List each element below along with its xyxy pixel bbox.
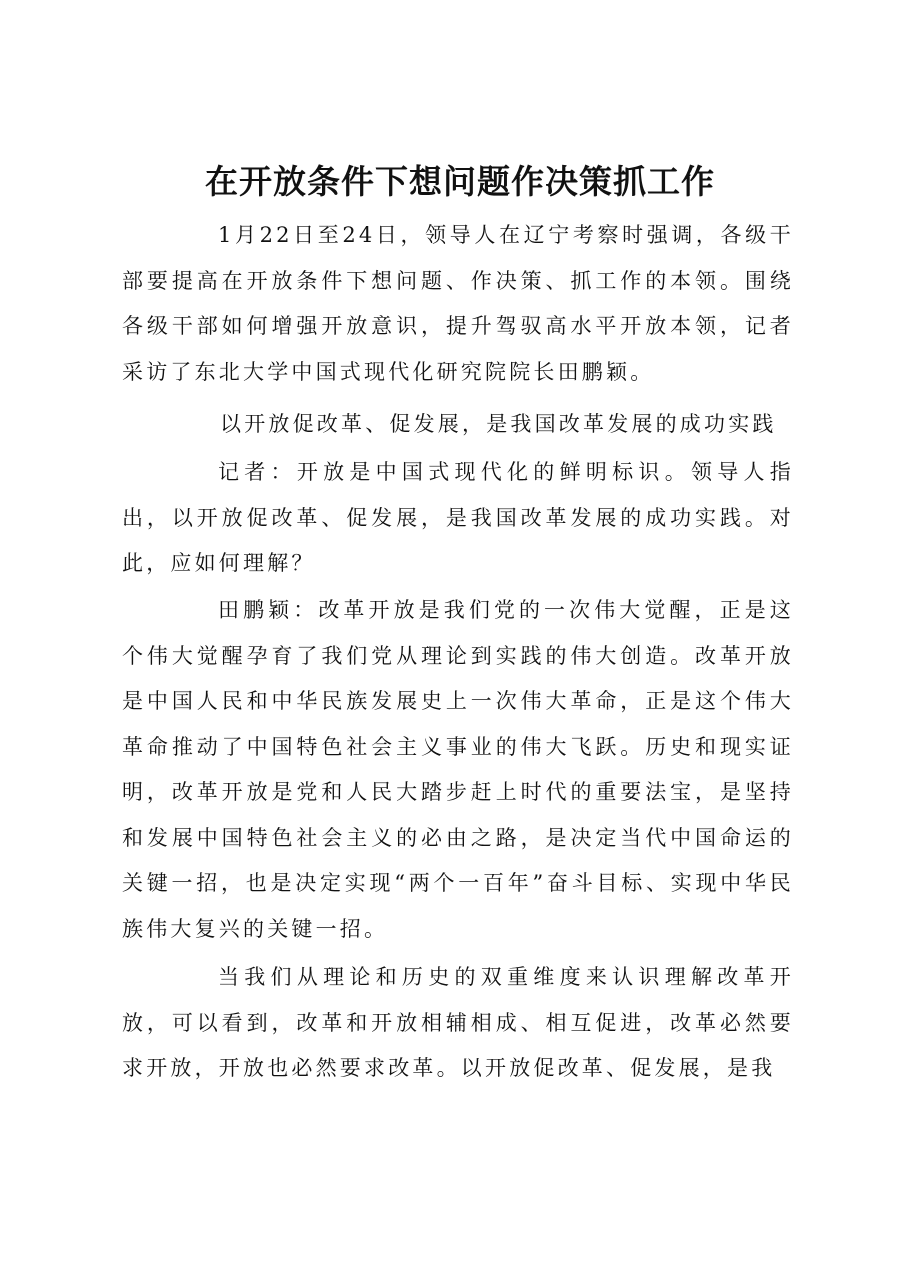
analysis-paragraph: 当我们从理论和历史的双重维度来认识理解改革开放，可以看到，改革和开放相辅相成、相互促进，改革必然要求开放，开放也必然要求改革。以开放促改革、促发展，是我 [122, 965, 794, 1080]
interview-answer-paragraph: 田鹏颖：改革开放是我们党的一次伟大觉醒，正是这个伟大觉醒孕育了我们党从理论到实践的伟大创造。改革开放是中国人民和中华民族发展史上一次伟大革命，正是这个伟大革命推动了中国特色社会主义事业的伟大飞跃。历史和现实证明，改革开放是党和人民大踏步赶上时代的重要法宝，是坚持和发展中国特色社会主义的必由之路，是决定当代中国命运的关键一招，也是决定实现“两个一百年”奋斗目标、实现中华民族伟大复兴的关键一招。 [122, 598, 794, 941]
section-subheading: 以开放促改革、促发展，是我国改革发展的成功实践 [220, 412, 777, 436]
interview-question-paragraph: 记者：开放是中国式现代化的鲜明标识。领导人指出，以开放促改革、促发展，是我国改革发展的成功实践。对此，应如何理解？ [122, 460, 794, 575]
document-title: 在开放条件下想问题作决策抓工作 [205, 162, 715, 201]
intro-paragraph: 1月22日至24日，领导人在辽宁考察时强调，各级干部要提高在开放条件下想问题、作决策、抓工作的本领。围绕各级干部如何增强开放意识，提升驾驭高水平开放本领，记者采访了东北大学中国式现代化研究院院长田鹏颖。 [122, 223, 794, 384]
